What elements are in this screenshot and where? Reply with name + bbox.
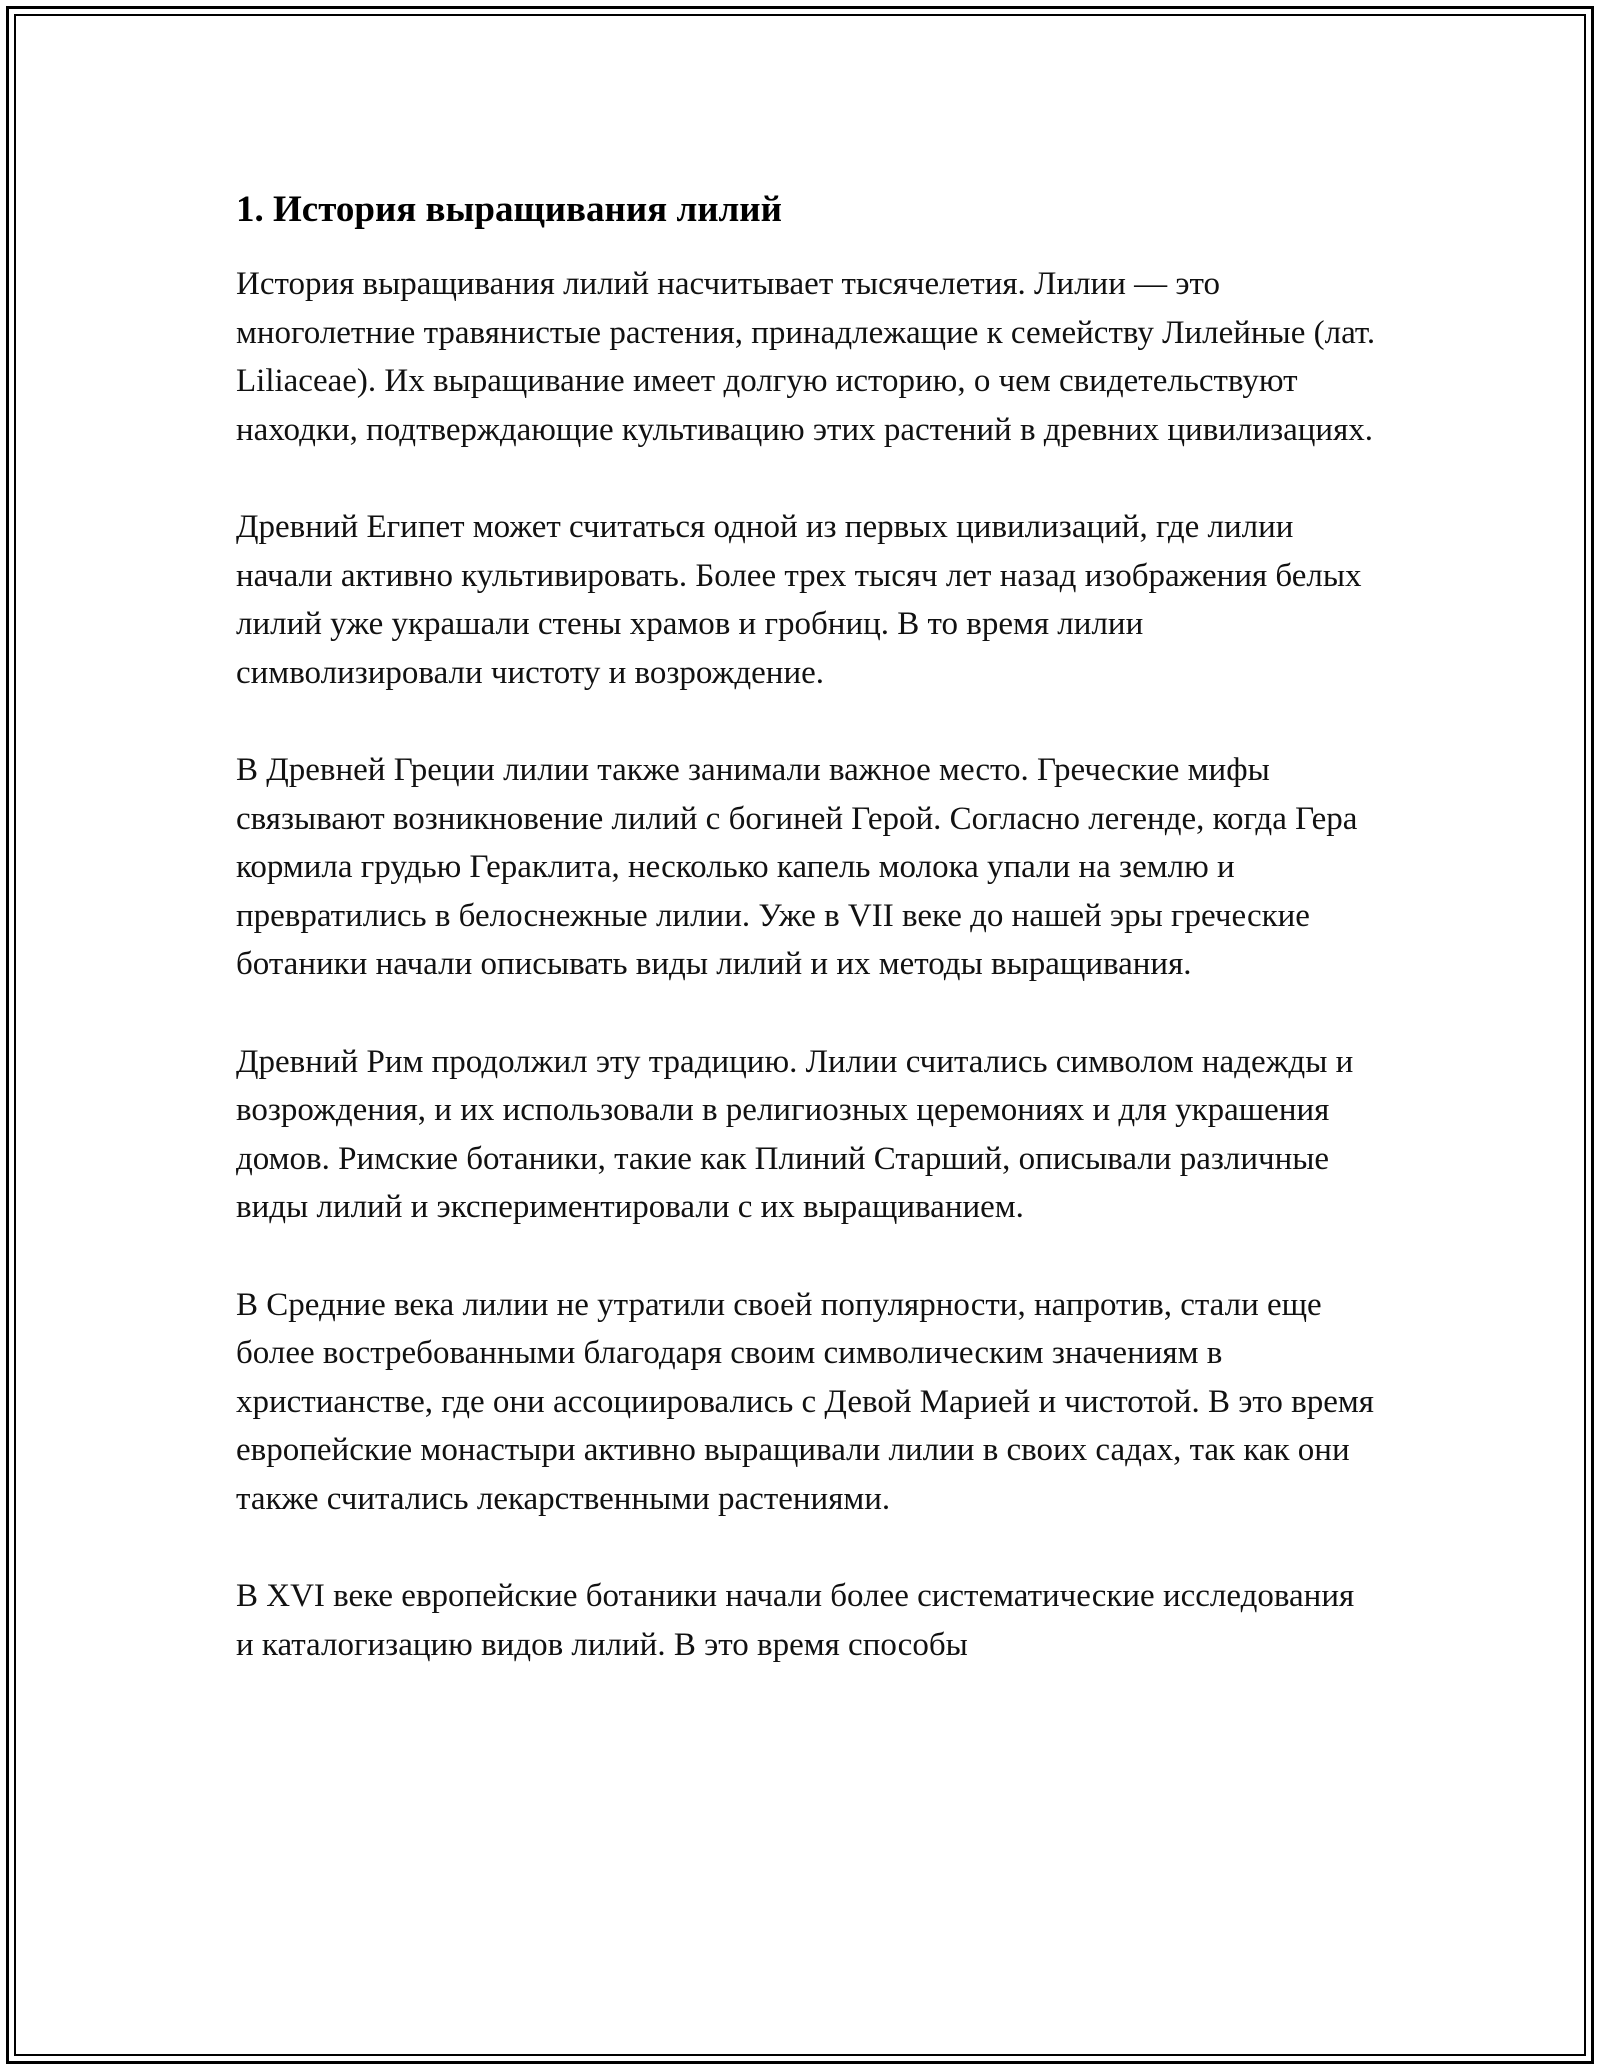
- paragraph-intro: История выращивания лилий насчитывает тысячелетия. Лилии — это многолетние травянистые растения, принадлежащие к семейству Лилейные (лат. Liliaceae). Их выращивание имеет долгую историю, о чем свидетельствуют находки, подтверждающие культивацию этих растений в древних цивилизациях.: [236, 266, 1376, 448]
- document-body: [236, 186, 1376, 1718]
- paragraph-rome: Древний Рим продолжил эту традицию. Лилии считались символом надежды и возрождения, и их использовали в религиозных церемониях и для украшения домов. Римские ботаники, такие как Плиний Старший, описывали различные виды лилий и экспериментировали с их выращиванием.: [236, 1043, 1354, 1225]
- paragraph-egypt: Древний Египет может считаться одной из первых цивилизаций, где лилии начали активно культивировать. Более трех тысяч лет назад изображения белых лилий уже украшали стены храмов и гробниц. В то время лилии символизировали чистоту и возрождение.: [236, 509, 1362, 691]
- paragraph-middle-ages: В Средние века лилии не утратили своей популярности, напротив, стали еще более востребованными благодаря своим символическим значениям в христианстве, где они ассоциировались с Девой Марией и чистотой. В это время европейские монастыри активно выращивали лилии в своих садах, так как они также считались лекарственными растениями.: [236, 1286, 1374, 1517]
- paragraph-greece: В Древней Греции лилии также занимали важное место. Греческие мифы связывают возникновение лилий с богиней Герой. Согласно легенде, когда Гера кормила грудью Гераклита, несколько капель молока упали на землю и превратились в белоснежные лилии. Уже в VII веке до нашей эры греческие ботаники начали описывать виды лилий и их методы выращивания.: [236, 752, 1358, 982]
- section-heading: 1. История выращивания лилий: [236, 189, 782, 230]
- paragraph-16th-century: В XVI веке европейские ботаники начали более систематические исследования и каталогизацию видов лилий. В это время способы: [236, 1578, 1355, 1663]
